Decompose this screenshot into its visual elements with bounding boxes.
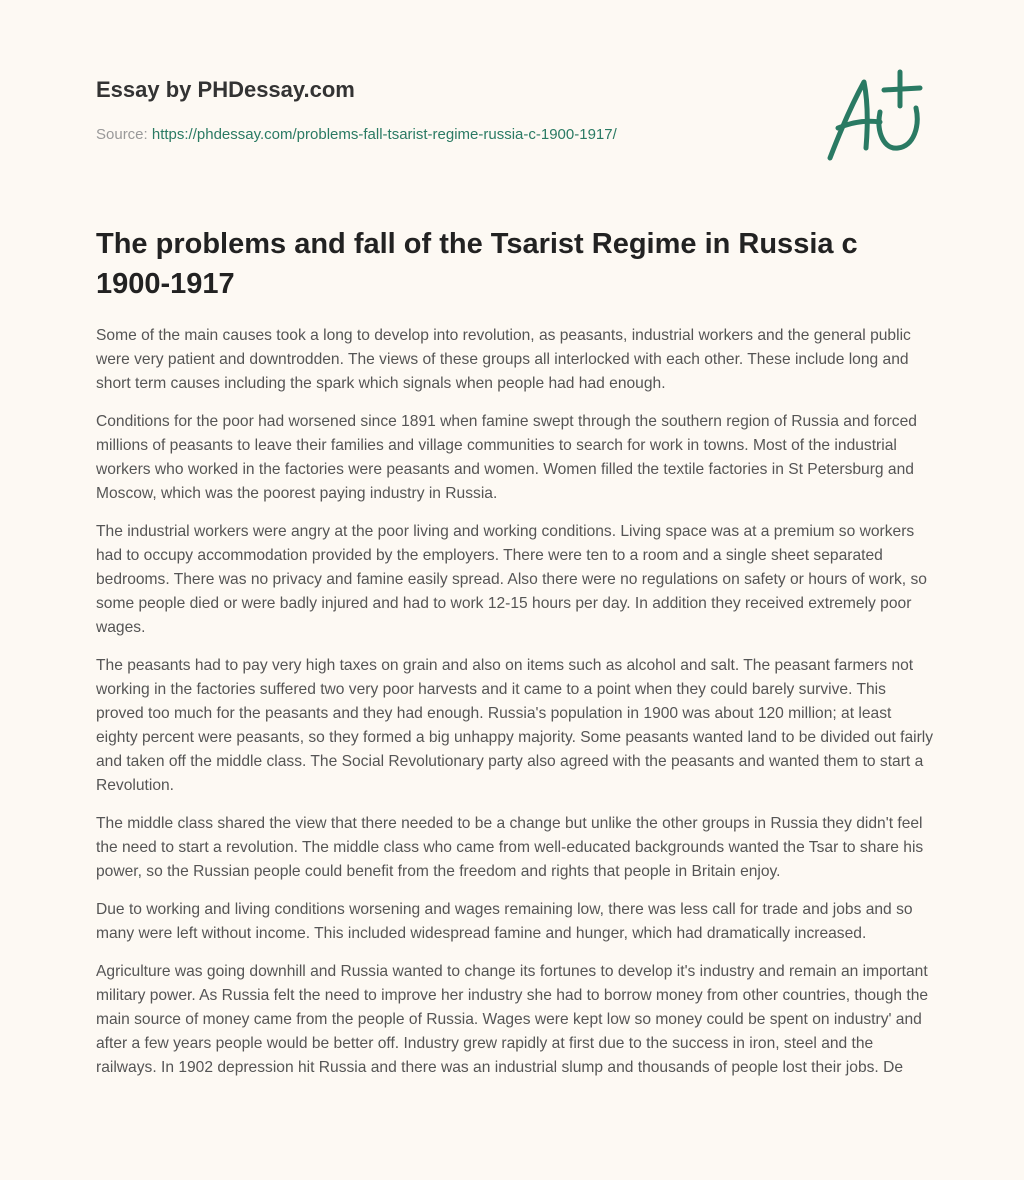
essay-body — [96, 324, 936, 1094]
source-link[interactable]: https://phdessay.com/problems-fall-tsarist-regime-russia-c-1900-1917/ — [151, 126, 617, 143]
essay-paragraph: Due to working and living conditions worsening and wages remaining low, there was less call for trade and jobs and so many were left without income. This included widespread famine and hunger, which had dramatically increased. — [96, 901, 913, 942]
essay-paragraph: The peasants had to pay very high taxes on grain and also on items such as alcohol and salt. The peasant farmers not working in the factories suffered two very poor harvests and it came to a point when they could barely survive. This proved too much for the peasants and they had enough. Russia's population in 1900 was about 120 million; at least eighty percent were peasants, so they formed a big unhappy majority. Some peasants wanted land to be divided out fairly and taken off the middle class. The Social Revolutionary party also agreed with the peasants and wanted them to start a Revolution. — [96, 657, 934, 794]
source-label: Source: — [96, 126, 148, 143]
a-plus-logo-icon — [818, 66, 930, 166]
essay-title: The problems and fall of the Tsarist Regime in Russia c 1900-1917 — [96, 228, 858, 300]
essay-paragraph: Conditions for the poor had worsened since 1891 when famine swept through the southern region of Russia and forced millions of peasants to leave their families and village communities to search for work in towns. Most of the industrial workers who worked in the factories were peasants and women. Women filled the textile factories in St Petersburg and Moscow, which was the poorest paying industry in Russia. — [96, 413, 917, 502]
essay-paragraph: The industrial workers were angry at the poor living and working conditions. Living space was at a premium so workers had to occupy accommodation provided by the employers. There were ten to a room and a single sheet separated bedrooms. There was no privacy and famine easily spread. Also there were no regulations on safety or hours of work, so some people died or were badly injured and had to work 12-15 hours per day. In addition they received extremely poor wages. — [96, 523, 927, 636]
essay-paragraph: Agriculture was going downhill and Russia wanted to change its fortunes to develop it's industry and remain an important military power. As Russia felt the need to improve her industry she had to borrow money from other countries, though the main source of money came from the people of Russia. Wages were kept low so money could be spent on industry' and after a few years people would be better off. Industry grew rapidly at first due to the success in iron, steel and the railways. In 1902 depression hit Russia and there was an industrial slump and thousands of people lost their jobs. De — [96, 963, 929, 1076]
site-title: Essay by PHDessay.com — [96, 77, 355, 102]
page-header — [96, 74, 796, 146]
source-line — [96, 124, 796, 146]
essay-paragraph: The middle class shared the view that there needed to be a change but unlike the other groups in Russia they didn't feel the need to start a revolution. The middle class who came from well-educated backgrounds wanted the Tsar to share his power, so the Russian people could benefit from the freedom and rights that people in Britain enjoy. — [96, 815, 924, 880]
essay-paragraph: Some of the main causes took a long to develop into revolution, as peasants, industrial workers and the general public were very patient and downtrodden. The views of these groups all interlocked with each other. These include long and short term causes including the spark which signals when people had had enough. — [96, 327, 911, 392]
